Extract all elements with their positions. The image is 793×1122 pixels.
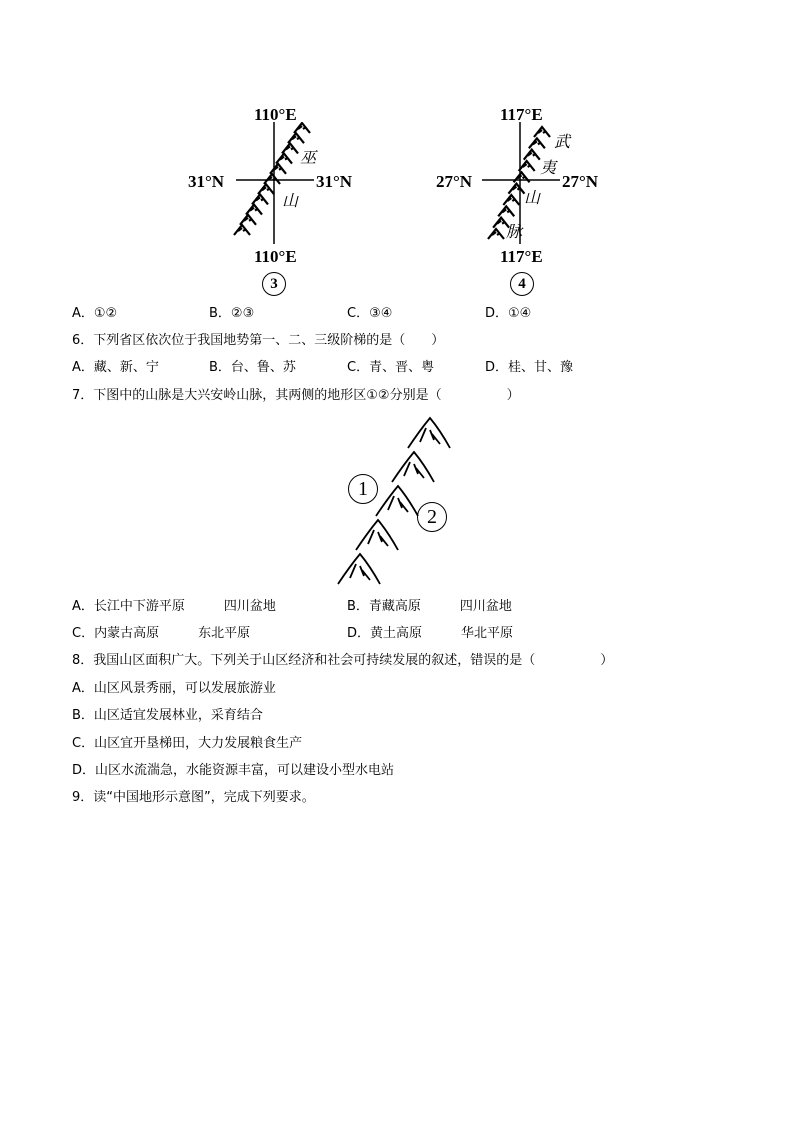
q7-option-c: C．内蒙古高原 东北平原	[72, 626, 251, 641]
ridge-peak-mark	[524, 150, 540, 160]
fig4-axes-and-mountain	[428, 122, 618, 292]
mountain-peak-mark	[356, 520, 398, 550]
ridge-peak-mark	[246, 205, 262, 215]
fig3-bottom-longitude: 110°E	[254, 247, 297, 266]
fig3-caption-marker: 3	[262, 272, 286, 296]
ridge-peak-mark	[488, 229, 504, 239]
fig4-name-char-4: 脉	[506, 222, 523, 241]
fig4-top-longitude: 117°E	[500, 105, 543, 124]
ridge-peak-mark	[276, 154, 292, 164]
terrain-marker-2: 2	[417, 502, 447, 532]
q5-option-c: C．③④	[347, 306, 393, 321]
ridge-peak-mark	[529, 138, 545, 148]
mountain-peak-mark	[408, 418, 450, 448]
fig4-right-latitude: 27°N	[562, 172, 599, 191]
figure-4-wuyishan	[428, 100, 618, 300]
mountain-ridge-icon	[234, 123, 310, 235]
q5-option-a: A．①②	[72, 306, 118, 321]
ridge-peak-mark	[288, 133, 304, 143]
q8-option-c: C．山区宜开垦梯田，大力发展粮食生产	[72, 736, 303, 751]
ridge-peak-mark	[519, 161, 535, 171]
fig3-right-latitude: 31°N	[316, 172, 353, 191]
q6-option-b: B．台、鲁、苏	[209, 360, 296, 375]
ridge-peak-mark	[240, 215, 256, 225]
q5-option-d: D．①④	[485, 306, 532, 321]
fig3-top-longitude: 110°E	[254, 105, 297, 124]
ridge-peak-mark	[282, 143, 298, 153]
ridge-peak-mark	[294, 123, 310, 133]
figure-daxinganling	[330, 412, 470, 592]
ridge-peak-mark	[498, 206, 514, 216]
fig3-left-latitude: 31°N	[188, 172, 225, 191]
q6-stem: 6．下列省区依次位于我国地势第一、二、三级阶梯的是（ ）	[72, 333, 445, 348]
fig4-left-latitude: 27°N	[436, 172, 473, 191]
q8-option-d: D．山区水流湍急，水能资源丰富，可以建设小型水电站	[72, 763, 395, 778]
q6-option-c: C．青、晋、粤	[347, 360, 435, 375]
q5-option-b: B．②③	[209, 306, 255, 321]
mountain-peak-mark	[376, 486, 418, 516]
ridge-peak-mark	[270, 164, 286, 174]
ridge-peak-mark	[258, 184, 274, 194]
q7-option-a: A．长江中下游平原 四川盆地	[72, 599, 276, 614]
ridge-peak-mark	[264, 174, 280, 184]
fig3-name-char-1: 巫	[300, 148, 317, 167]
q7-option-d: D．黄土高原 华北平原	[347, 626, 514, 641]
q6-option-d: D．桂、甘、豫	[485, 360, 574, 375]
ridge-peak-mark	[503, 195, 519, 205]
ridge-peak-mark	[514, 172, 530, 182]
q6-option-a: A．藏、新、宁	[72, 360, 159, 375]
q7-option-b: B．青藏高原 四川盆地	[347, 599, 512, 614]
ridge-peak-mark	[508, 184, 524, 194]
mountain-peak-mark	[338, 554, 380, 584]
q7-stem: 7．下图中的山脉是大兴安岭山脉，其两侧的地形区①②分别是（ ）	[72, 388, 520, 403]
figure-3-wushan	[180, 100, 370, 300]
fig4-name-char-1: 武	[554, 132, 571, 151]
q8-option-a: A．山区风景秀丽，可以发展旅游业	[72, 681, 276, 696]
fig3-axes-and-mountain	[180, 122, 370, 292]
fig4-name-char-2: 夷	[540, 158, 557, 177]
q9-stem: 9．读“中国地形示意图”，完成下列要求。	[72, 790, 315, 805]
q8-option-b: B．山区适宜发展林业，采育结合	[72, 708, 263, 723]
mountain-peak-mark	[392, 452, 434, 482]
fig3-name-char-2: 山	[282, 191, 299, 210]
ridge-peak-mark	[234, 225, 250, 235]
ridge-peak-mark	[252, 194, 268, 204]
terrain-marker-1: 1	[348, 474, 378, 504]
fig4-bottom-longitude: 117°E	[500, 247, 543, 266]
mountain-chain-icon	[330, 412, 470, 592]
fig4-name-char-3: 山	[524, 188, 541, 207]
q8-stem: 8．我国山区面积广大。下列关于山区经济和社会可持续发展的叙述，错误的是（ ）	[72, 653, 614, 668]
ridge-peak-mark	[534, 127, 550, 137]
fig4-caption-marker: 4	[510, 272, 534, 296]
